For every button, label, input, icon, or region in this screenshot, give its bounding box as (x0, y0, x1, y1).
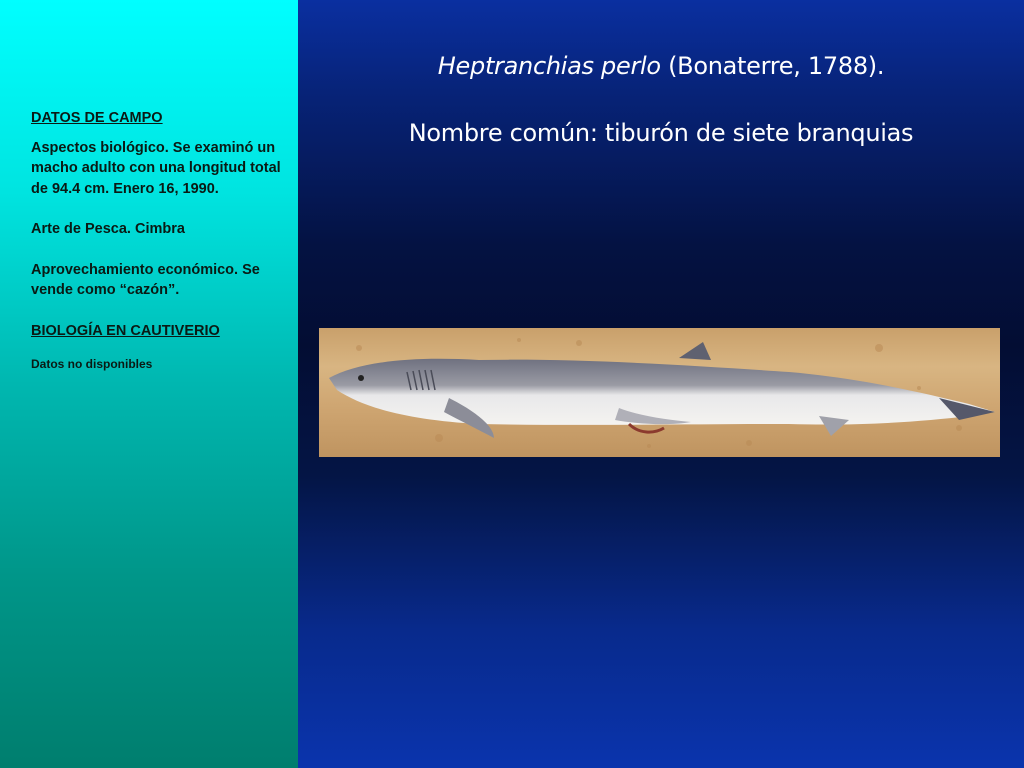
field-data-heading: DATOS DE CAMPO (31, 110, 163, 126)
economic-use-text: Aprovechamiento económico. Se vende como “cazón”. (31, 261, 260, 298)
field-notes (31, 108, 289, 375)
common-name: Nombre común: tiburón de siete branquias (408, 119, 914, 147)
species-title (298, 52, 1024, 80)
sidebar-panel (0, 0, 298, 768)
species-authority: (Bonaterre, 1788). (660, 52, 885, 80)
biological-aspects-text: Aspectos biológico. Se examinó un macho adulto con una longitud total de 94.4 cm. Enero 16, 1990. (31, 139, 281, 197)
shark-image (319, 328, 1000, 457)
species-scientific-name: Heptranchias perlo (437, 52, 661, 80)
captivity-heading: BIOLOGÍA EN CAUTIVERIO (31, 322, 220, 339)
shark-photo (319, 328, 1000, 457)
fishing-gear-text: Arte de Pesca. Cimbra (31, 221, 185, 237)
main-panel (298, 0, 1024, 768)
captivity-data-text: Datos no disponibles (31, 357, 153, 371)
